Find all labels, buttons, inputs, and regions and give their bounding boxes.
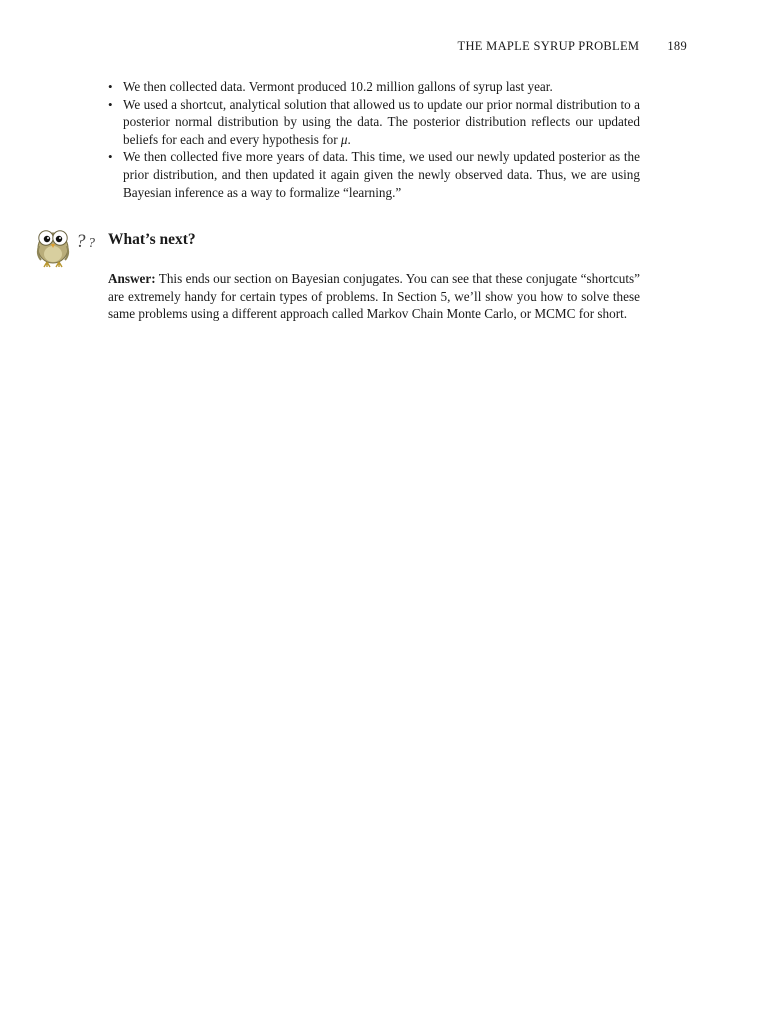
bullet-text: We then collected data. Vermont produced 10.2 million gallons of syrup last year. [123, 79, 553, 94]
bullet-icon: • [108, 149, 113, 165]
answer-paragraph [108, 270, 640, 323]
svg-text:?: ? [76, 231, 86, 252]
owl-question-icon [33, 224, 101, 268]
answer-text: This ends our section on Bayesian conjugates. You can see that these conjugate “shortcuts” are extremely handy for certain types of problems. In Section 5, we’ll show you how to solve these same problems using a different approach called Markov Chain Monte Carlo, or MCMC for short. [108, 271, 640, 322]
bullet-icon: • [108, 79, 113, 94]
bullet-suffix: . [347, 131, 351, 147]
bullet-item [108, 148, 640, 201]
section-heading: What’s next? [108, 231, 196, 248]
bullet-item [108, 96, 640, 149]
page-number: 189 [667, 39, 687, 53]
svg-text:?: ? [88, 236, 95, 251]
bullet-text: We used a shortcut, analytical solution that allowed us to update our prior normal distribution to a posterior normal distribution by using the data. The posterior distribution reflects our updated beliefs for each and every hypothesis for [123, 96, 640, 147]
bullet-icon: • [108, 96, 113, 112]
summary-bullet-list [108, 78, 640, 201]
running-title: THE MAPLE SYRUP PROBLEM [457, 39, 640, 53]
bullet-item [108, 78, 640, 96]
running-header [0, 39, 687, 54]
bullet-text: We then collected five more years of data. This time, we used our newly updated posterior as the prior distribution, and then updated it again given the newly observed data. Thus, we are using Bayesian inference as a way to formalize “learning.” [123, 149, 640, 200]
answer-label: Answer: [108, 271, 156, 286]
mu-symbol: μ [340, 131, 348, 147]
